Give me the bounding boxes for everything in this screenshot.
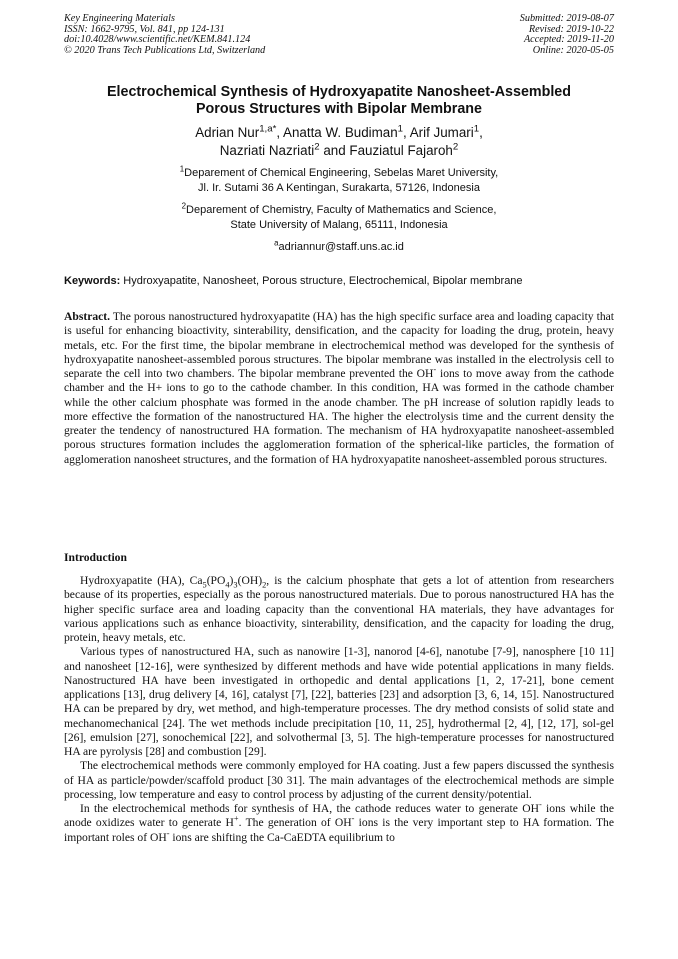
section-heading-introduction: Introduction: [64, 551, 127, 564]
affiliation-2: [64, 203, 614, 232]
date-submitted: Submitted: 2019-08-07: [519, 13, 614, 24]
text: (PO: [206, 574, 226, 587]
paragraph: [64, 574, 614, 645]
date-revised: Revised: 2019-10-22: [528, 23, 614, 35]
text: In the electrochemical methods for synthesis of HA, the cathode reduces water to generate OH: [80, 802, 539, 815]
abstract-text: The porous nanostructured hydroxyapatite (HA) has the high specific surface area and loading capacity that is useful for enhancing bioactivity, sinterability, densification, and the capacity for loading the drug, protein, heavy metals, etc. For the first time, the bipolar membrane in electrochemical method was developed for the synthesis of hydroxyapatite nanosheet-assembled porous structures. The bipolar membrane was installed in the electrolysis cell to separate the cell into two chambers. The bipolar membrane prevented the OH: [64, 310, 614, 380]
abstract-label: Abstract.: [64, 310, 111, 323]
author-name: and Fauziatul Fajaroh: [319, 143, 453, 158]
paragraph: Various types of nanostructured HA, such as nanowire [1-3], nanorod [4-6], nanotube [7-9], nanosphere [10 11] and nanosheet [12-16], were synthesized by different methods and have wide potential applications in many fields. Nanostructured HA have been investigated in orthopedic and dental applications [1, 2, 17-21], bone cement applications [13], drug delivery [4, 16], catalyst [7], [22], batteries [23] and adsorption [3, 6, 14, 15]. Nanostructured HA can be prepared by dry, wet method, and high-temperature processes. The dry method consists of solid state and mechanomechanical [24]. The wet methods include precipitation [10, 11, 25], hydrothermal [2, 4], [12, 17], sol-gel [26], emulsion [27], sonochemical [22], and solvothermal [3, 5]. The high-temperature processes for nanostructured HA are pyrolysis [28] and combustion [29].: [64, 645, 614, 758]
superscript: -: [351, 814, 355, 824]
superscript: -: [538, 800, 542, 810]
keywords-label: Keywords:: [64, 275, 121, 287]
affiliation-1-line-2: Jl. Ir. Sutami 36 A Kentingan, Surakarta, 57126, Indonesia: [198, 181, 480, 194]
paragraph: [64, 802, 614, 845]
author-list: [64, 124, 614, 160]
journal-issn: ISSN: 1662-9795, Vol. 841, pp 124-131: [64, 23, 225, 35]
author-name: , Arif Jumari: [403, 125, 474, 140]
journal-doi: doi:10.4028/www.scientific.net/KEM.841.124: [64, 34, 251, 46]
text: Hydroxyapatite (HA), Ca: [80, 574, 203, 587]
affiliation-1: [64, 166, 614, 195]
author-affil-mark: 2: [452, 141, 459, 153]
author-name: Nazriati Nazriati: [219, 143, 315, 158]
affil-mark: 2: [181, 201, 187, 211]
author-name: Adrian Nur: [195, 125, 260, 140]
text: (OH): [237, 574, 263, 587]
affiliation-2-line-2: State University of Malang, 65111, Indonesia: [230, 218, 448, 231]
affiliation-1-line-1: [64, 166, 614, 181]
superscript: -: [166, 828, 170, 838]
author-affil-mark: 1: [397, 123, 404, 135]
superscript: -: [433, 365, 437, 375]
authors-line-2: [64, 142, 614, 160]
paper-title: [64, 84, 614, 117]
corresponding-email[interactable]: [64, 240, 614, 255]
author-affil-mark: 2: [314, 141, 320, 153]
text: . The generation of OH: [238, 816, 352, 830]
text: ions are shifting the Ca-CaEDTA equilibrium to: [169, 830, 395, 844]
text: , is the calcium phosphate that gets a lot of attention from researchers because of its properties, especially as the porous nanostructured materials. Due to porous nanostructured HA has the higher specific surface area and loading capacity than the conventional HA materials, they have advantages for various applications such as enhance bioactivity, sinterability, densification, and the capacity for loading the drug, protein, heavy metals, etc.: [64, 574, 614, 644]
affiliation-2-line-1: [64, 203, 614, 218]
keywords-text: Hydroxyapatite, Nanosheet, Porous structure, Electrochemical, Bipolar membrane: [120, 275, 523, 287]
author-affil-mark: 1: [473, 123, 480, 135]
abstract-text: ions to move away from the cathode chamber and the H+ ions to go to the cathode chamber. In this condition, HA was formed in the cathode chamber while the other calcium phosphate was formed in the anode chamber. The pH increase of solution rapidly leads to more effective the formation of the nanostructured HA. The higher the electrolysis time and the current density the greater the tendency of nanostructured HA formation. The mechanism of HA hydroxyapatite nanosheet-assembled porous structures formation includes the agglomeration formation of the spherical-like particles, the formation of agglomeration nanosheet structures, and the formation of HA hydroxyapatite nanosheet-assembled porous structures.: [64, 367, 614, 466]
keywords: [64, 274, 614, 288]
subscript: 2: [262, 580, 267, 590]
paragraph: The electrochemical methods were commonly employed for HA coating. Just a few papers discussed the synthesis of HA as particle/powder/scaffold product [30 31]. The main advantages of the electrochemical methods are simple processing, low temperature and easy to control process by adjusting of the current density/potential.: [64, 759, 614, 801]
journal-info: [64, 14, 265, 56]
date-accepted: Accepted: 2019-11-20: [523, 34, 614, 46]
journal-name: Key Engineering Materials: [64, 13, 175, 24]
text: ): [229, 574, 234, 587]
subscript: 3: [233, 580, 238, 590]
title-line-1: Electrochemical Synthesis of Hydroxyapatite Nanosheet-Assembled: [106, 84, 571, 100]
affil-text: Deparement of Chemical Engineering, Sebelas Maret University,: [184, 167, 499, 179]
text: ions is the very important step to HA formation. The important roles of OH: [64, 816, 614, 844]
text: ions while the anode oxidizes water to generate H: [64, 802, 614, 830]
author-affil-mark: 1,a*: [259, 123, 277, 135]
subscript: 5: [202, 580, 207, 590]
author-separator: ,: [479, 125, 483, 140]
author-name: , Anatta W. Budiman: [276, 125, 398, 140]
email-address[interactable]: adriannur@staff.uns.ac.id: [278, 241, 404, 253]
authors-line-1: [64, 124, 614, 142]
title-line-2: Porous Structures with Bipolar Membrane: [196, 100, 482, 117]
affil-mark: 1: [179, 164, 185, 174]
abstract: [64, 310, 614, 467]
introduction-body: [64, 574, 614, 845]
superscript: +: [233, 814, 239, 824]
affil-text: Deparement of Chemistry, Faculty of Mathematics and Science,: [186, 204, 497, 216]
journal-copyright: © 2020 Trans Tech Publications Ltd, Switzerland: [64, 44, 266, 56]
subscript: 4: [225, 580, 230, 590]
submission-dates: [520, 14, 614, 56]
date-online: Online: 2020-05-05: [532, 44, 614, 56]
email-mark: a: [274, 238, 279, 248]
